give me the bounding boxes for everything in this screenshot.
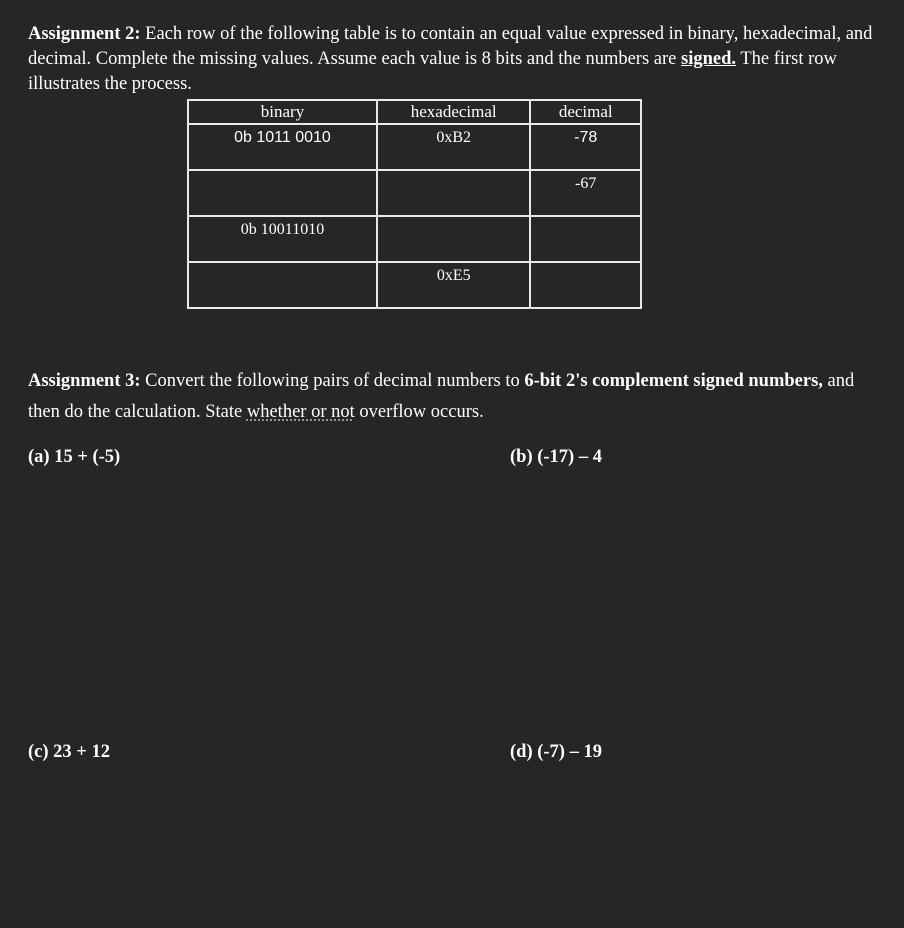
assignment-2-instructions xyxy=(28,22,888,97)
cell-decimal: -78 xyxy=(530,124,641,170)
cell-decimal xyxy=(530,262,641,308)
problem-b: (b) (-17) – 4 xyxy=(510,447,602,467)
assignment-2-text-2: The first row illustrates the process. xyxy=(28,49,837,94)
assignment-2-title: Assignment 2: xyxy=(28,24,141,44)
cell-hexadecimal: 0xE5 xyxy=(377,262,530,308)
cell-binary xyxy=(188,262,377,308)
table-header-row xyxy=(188,100,641,124)
cell-binary: 0b 10011010 xyxy=(188,216,377,262)
table-row xyxy=(188,124,641,170)
cell-binary: 0b 1011 0010 xyxy=(188,124,377,170)
header-binary: binary xyxy=(188,100,377,124)
header-hexadecimal: hexadecimal xyxy=(377,100,530,124)
cell-hexadecimal: 0xB2 xyxy=(377,124,530,170)
assignment-3-instructions xyxy=(28,366,888,428)
problem-a: (a) 15 + (-5) xyxy=(28,447,121,467)
assignment-3-text-2: and then do the calculation. State xyxy=(28,371,855,422)
assignment-3-title: Assignment 3: xyxy=(28,371,141,391)
assignment-2-signed-word: signed. xyxy=(681,49,737,69)
cell-hexadecimal xyxy=(377,216,530,262)
assignment-3-text-1: Convert the following pairs of decimal numbers to xyxy=(140,371,525,391)
assignment-3-bold-phrase: 6-bit 2's complement signed numbers, xyxy=(524,371,823,391)
conversion-table xyxy=(187,99,642,309)
assignment-2-text-1: Each row of the following table is to contain an equal value expressed in binary, hexadecimal, and decimal. Complete the missing values. Assume each value is 8 bits and the numbers are xyxy=(28,24,873,69)
assignment-3-text-3: overflow occurs. xyxy=(354,402,484,422)
table-row xyxy=(188,262,641,308)
cell-decimal: -67 xyxy=(530,170,641,216)
assignment-3-dotted-phrase: whether or not xyxy=(246,402,355,422)
header-decimal: decimal xyxy=(530,100,641,124)
problem-d: (d) (-7) – 19 xyxy=(510,742,602,762)
table-row xyxy=(188,170,641,216)
cell-binary xyxy=(188,170,377,216)
cell-hexadecimal xyxy=(377,170,530,216)
problem-c: (c) 23 + 12 xyxy=(28,742,110,762)
table-row xyxy=(188,216,641,262)
cell-decimal xyxy=(530,216,641,262)
